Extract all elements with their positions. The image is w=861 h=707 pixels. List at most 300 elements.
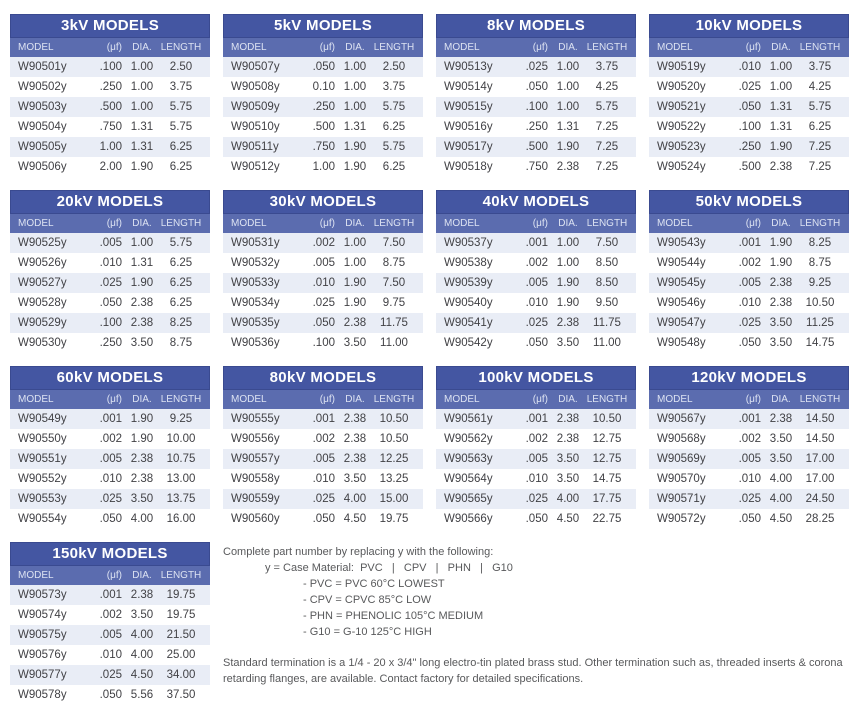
capacitance-uf-cell: .025 bbox=[99, 669, 122, 681]
table-row bbox=[436, 313, 636, 333]
capacitance-uf-cell: .001 bbox=[738, 237, 761, 249]
column-header-uf: (μf) bbox=[532, 394, 548, 405]
model-cell: W90549y bbox=[18, 413, 67, 425]
column-header-dia: DIA. bbox=[771, 394, 791, 405]
capacitance-uf-cell: .001 bbox=[99, 589, 122, 601]
table-column-headers bbox=[223, 38, 423, 57]
column-header-uf: (μf) bbox=[319, 218, 335, 229]
capacitance-uf-cell: .005 bbox=[99, 629, 122, 641]
capacitance-uf-cell: .050 bbox=[312, 317, 335, 329]
table-row bbox=[10, 157, 210, 177]
diameter-cell: 2.38 bbox=[130, 473, 154, 485]
diameter-cell: 1.00 bbox=[556, 257, 580, 269]
column-header-uf: (μf) bbox=[319, 42, 335, 53]
capacitance-uf-cell: .050 bbox=[525, 513, 548, 525]
table-row bbox=[436, 157, 636, 177]
table-row bbox=[10, 333, 210, 353]
length-cell: 15.00 bbox=[379, 493, 409, 505]
termination-note: Standard termination is a 1/4 - 20 x 3/4" long electro-tin plated brass stud. Other termination such as, threaded inserts & corona retarding flanges, are available. Contact factory for detailed specifications. bbox=[223, 657, 843, 685]
length-cell: 5.75 bbox=[169, 101, 193, 113]
diameter-cell: 2.38 bbox=[343, 433, 367, 445]
length-cell: 12.75 bbox=[592, 453, 622, 465]
capacitance-uf-cell: .500 bbox=[99, 101, 122, 113]
capacitance-uf-cell: 1.00 bbox=[99, 141, 122, 153]
capacitance-uf-cell: .025 bbox=[99, 493, 122, 505]
table-title: 100kV MODELS bbox=[436, 366, 636, 390]
length-cell: 8.75 bbox=[382, 257, 406, 269]
length-cell: 11.75 bbox=[593, 317, 621, 329]
capacitance-uf-cell: .010 bbox=[99, 649, 122, 661]
table-row bbox=[649, 57, 849, 77]
length-cell: 11.00 bbox=[380, 337, 408, 349]
diameter-cell: 2.38 bbox=[130, 453, 154, 465]
capacitance-uf-cell: .100 bbox=[312, 337, 335, 349]
capacitance-uf-cell: .050 bbox=[99, 513, 122, 525]
length-cell: 8.75 bbox=[169, 337, 193, 349]
length-cell: 8.50 bbox=[595, 257, 619, 269]
capacitance-uf-cell: 0.10 bbox=[312, 81, 335, 93]
capacitance-uf-cell: .010 bbox=[738, 297, 761, 309]
length-cell: 19.75 bbox=[166, 589, 196, 601]
column-header-model: MODEL bbox=[18, 394, 54, 405]
capacitance-uf-cell: .001 bbox=[738, 413, 761, 425]
model-cell: W90527y bbox=[18, 277, 67, 289]
length-cell: 4.25 bbox=[595, 81, 619, 93]
table-row bbox=[436, 117, 636, 137]
length-cell: 8.25 bbox=[169, 317, 193, 329]
model-cell: W90526y bbox=[18, 257, 67, 269]
model-cell: W90576y bbox=[18, 649, 67, 661]
length-cell: 3.75 bbox=[808, 61, 832, 73]
diameter-cell: 1.00 bbox=[343, 81, 367, 93]
case-material-pvc: - PVC = PVC 60°C LOWEST bbox=[303, 578, 445, 590]
model-cell: W90516y bbox=[444, 121, 493, 133]
diameter-cell: 1.31 bbox=[343, 121, 367, 133]
diameter-cell: 1.00 bbox=[343, 237, 367, 249]
table-row bbox=[649, 97, 849, 117]
diameter-cell: 1.00 bbox=[556, 101, 580, 113]
column-header-uf: (μf) bbox=[106, 218, 122, 229]
model-table bbox=[649, 366, 849, 529]
column-header-length: LENGTH bbox=[160, 570, 202, 581]
table-row bbox=[436, 97, 636, 117]
table-title: 40kV MODELS bbox=[436, 190, 636, 214]
model-table bbox=[10, 366, 210, 529]
diameter-cell: 1.31 bbox=[130, 257, 154, 269]
table-row bbox=[223, 293, 423, 313]
length-cell: 9.25 bbox=[169, 413, 193, 425]
length-cell: 14.75 bbox=[592, 473, 622, 485]
length-cell: 10.50 bbox=[592, 413, 622, 425]
table-row bbox=[649, 157, 849, 177]
table-row bbox=[649, 449, 849, 469]
length-cell: 9.25 bbox=[808, 277, 832, 289]
diameter-cell: 1.90 bbox=[769, 237, 793, 249]
diameter-cell: 3.50 bbox=[130, 609, 154, 621]
capacitance-uf-cell: .002 bbox=[738, 257, 761, 269]
model-cell: W90515y bbox=[444, 101, 493, 113]
table-row bbox=[10, 117, 210, 137]
diameter-cell: 4.50 bbox=[343, 513, 367, 525]
model-cell: W90574y bbox=[18, 609, 67, 621]
diameter-cell: 1.90 bbox=[343, 297, 367, 309]
table-body bbox=[10, 57, 210, 177]
capacitance-uf-cell: .002 bbox=[525, 257, 548, 269]
table-row bbox=[10, 97, 210, 117]
diameter-cell: 1.31 bbox=[769, 121, 793, 133]
model-cell: W90543y bbox=[657, 237, 706, 249]
table-row bbox=[649, 137, 849, 157]
diameter-cell: 1.00 bbox=[556, 61, 580, 73]
model-cell: W90552y bbox=[18, 473, 67, 485]
table-title: 5kV MODELS bbox=[223, 14, 423, 38]
table-body bbox=[649, 233, 849, 353]
capacitance-uf-cell: .100 bbox=[99, 317, 122, 329]
model-cell: W90558y bbox=[231, 473, 280, 485]
table-row bbox=[10, 293, 210, 313]
table-row bbox=[649, 313, 849, 333]
table-row bbox=[223, 97, 423, 117]
column-header-dia: DIA. bbox=[132, 394, 152, 405]
table-row bbox=[649, 293, 849, 313]
model-table bbox=[10, 190, 210, 353]
diameter-cell: 2.38 bbox=[130, 589, 154, 601]
diameter-cell: 1.90 bbox=[769, 257, 793, 269]
column-header-dia: DIA. bbox=[345, 218, 365, 229]
model-table bbox=[223, 14, 423, 177]
table-row bbox=[223, 333, 423, 353]
column-header-model: MODEL bbox=[231, 394, 267, 405]
table-row bbox=[10, 645, 210, 665]
diameter-cell: 1.90 bbox=[130, 277, 154, 289]
length-cell: 16.00 bbox=[166, 513, 196, 525]
diameter-cell: 2.38 bbox=[556, 317, 580, 329]
table-column-headers bbox=[436, 390, 636, 409]
model-cell: W90556y bbox=[231, 433, 280, 445]
model-cell: W90502y bbox=[18, 81, 67, 93]
column-header-uf: (μf) bbox=[745, 394, 761, 405]
table-column-headers bbox=[10, 214, 210, 233]
table-column-headers bbox=[436, 214, 636, 233]
length-cell: 6.25 bbox=[382, 121, 406, 133]
table-row bbox=[649, 253, 849, 273]
length-cell: 7.25 bbox=[595, 161, 619, 173]
table-title: 3kV MODELS bbox=[10, 14, 210, 38]
capacitance-uf-cell: .025 bbox=[738, 493, 761, 505]
diameter-cell: 3.50 bbox=[556, 453, 580, 465]
model-cell: W90522y bbox=[657, 121, 706, 133]
length-cell: 21.50 bbox=[166, 629, 196, 641]
diameter-cell: 3.50 bbox=[130, 493, 154, 505]
capacitance-uf-cell: .050 bbox=[738, 337, 761, 349]
diameter-cell: 1.90 bbox=[343, 141, 367, 153]
length-cell: 7.25 bbox=[595, 121, 619, 133]
capacitance-uf-cell: .005 bbox=[312, 257, 335, 269]
table-row bbox=[223, 77, 423, 97]
length-cell: 4.25 bbox=[808, 81, 832, 93]
model-cell: W90521y bbox=[657, 101, 706, 113]
part-number-instruction: Complete part number by replacing y with the following: bbox=[223, 546, 494, 558]
table-row bbox=[436, 293, 636, 313]
model-cell: W90519y bbox=[657, 61, 706, 73]
length-cell: 10.50 bbox=[805, 297, 835, 309]
model-cell: W90544y bbox=[657, 257, 706, 269]
table-row bbox=[10, 409, 210, 429]
table-row bbox=[649, 233, 849, 253]
capacitance-uf-cell: .750 bbox=[312, 141, 335, 153]
table-title: 30kV MODELS bbox=[223, 190, 423, 214]
diameter-cell: 1.31 bbox=[556, 121, 580, 133]
table-row bbox=[223, 117, 423, 137]
model-cell: W90560y bbox=[231, 513, 280, 525]
diameter-cell: 3.50 bbox=[769, 433, 793, 445]
diameter-cell: 1.90 bbox=[343, 277, 367, 289]
capacitance-uf-cell: .050 bbox=[99, 689, 122, 701]
table-column-headers bbox=[649, 38, 849, 57]
capacitance-uf-cell: .100 bbox=[99, 61, 122, 73]
length-cell: 2.50 bbox=[169, 61, 193, 73]
model-cell: W90571y bbox=[657, 493, 706, 505]
capacitance-uf-cell: .025 bbox=[312, 493, 335, 505]
length-cell: 7.25 bbox=[808, 141, 832, 153]
table-title: 10kV MODELS bbox=[649, 14, 849, 38]
model-cell: W90577y bbox=[18, 669, 67, 681]
capacitance-uf-cell: .025 bbox=[738, 81, 761, 93]
table-row bbox=[436, 449, 636, 469]
model-cell: W90531y bbox=[231, 237, 280, 249]
length-cell: 5.75 bbox=[169, 237, 193, 249]
diameter-cell: 1.90 bbox=[556, 277, 580, 289]
table-column-headers bbox=[649, 390, 849, 409]
length-cell: 11.75 bbox=[380, 317, 408, 329]
model-cell: W90575y bbox=[18, 629, 67, 641]
case-material-options-line: y = Case Material: PVC | CPV | PHN | G10 bbox=[265, 562, 513, 574]
table-column-headers bbox=[649, 214, 849, 233]
model-cell: W90569y bbox=[657, 453, 706, 465]
diameter-cell: 1.00 bbox=[130, 101, 154, 113]
diameter-cell: 2.38 bbox=[769, 297, 793, 309]
column-header-dia: DIA. bbox=[771, 218, 791, 229]
length-cell: 34.00 bbox=[166, 669, 196, 681]
column-header-model: MODEL bbox=[231, 42, 267, 53]
capacitance-uf-cell: .250 bbox=[312, 101, 335, 113]
length-cell: 25.00 bbox=[166, 649, 196, 661]
table-row bbox=[10, 509, 210, 529]
diameter-cell: 1.00 bbox=[556, 81, 580, 93]
column-header-dia: DIA. bbox=[132, 570, 152, 581]
table-row bbox=[436, 57, 636, 77]
table-row bbox=[223, 509, 423, 529]
diameter-cell: 1.90 bbox=[556, 141, 580, 153]
table-row bbox=[223, 489, 423, 509]
length-cell: 6.25 bbox=[169, 257, 193, 269]
table-row bbox=[10, 429, 210, 449]
column-header-dia: DIA. bbox=[558, 42, 578, 53]
length-cell: 5.75 bbox=[808, 101, 832, 113]
table-row bbox=[10, 685, 210, 705]
length-cell: 8.75 bbox=[808, 257, 832, 269]
diameter-cell: 4.00 bbox=[343, 493, 367, 505]
model-cell: W90573y bbox=[18, 589, 67, 601]
case-material-phn: - PHN = PHENOLIC 105°C MEDIUM bbox=[303, 610, 484, 622]
model-cell: W90533y bbox=[231, 277, 280, 289]
diameter-cell: 1.31 bbox=[130, 121, 154, 133]
model-cell: W90504y bbox=[18, 121, 67, 133]
table-row bbox=[10, 665, 210, 685]
table-row bbox=[223, 313, 423, 333]
table-column-headers bbox=[223, 214, 423, 233]
length-cell: 14.50 bbox=[805, 433, 835, 445]
length-cell: 9.75 bbox=[382, 297, 406, 309]
diameter-cell: 2.38 bbox=[343, 453, 367, 465]
table-row bbox=[649, 333, 849, 353]
model-cell: W90554y bbox=[18, 513, 67, 525]
model-table bbox=[436, 14, 636, 177]
length-cell: 5.75 bbox=[382, 141, 406, 153]
table-row bbox=[10, 489, 210, 509]
capacitance-uf-cell: .001 bbox=[99, 413, 122, 425]
length-cell: 12.75 bbox=[592, 433, 622, 445]
model-cell: W90555y bbox=[231, 413, 280, 425]
table-row bbox=[436, 77, 636, 97]
length-cell: 7.50 bbox=[382, 237, 406, 249]
diameter-cell: 1.31 bbox=[769, 101, 793, 113]
diameter-cell: 1.90 bbox=[343, 161, 367, 173]
length-cell: 22.75 bbox=[592, 513, 622, 525]
case-material-cpv: - CPV = CPVC 85°C LOW bbox=[303, 594, 432, 606]
table-row bbox=[10, 273, 210, 293]
capacitance-uf-cell: .750 bbox=[525, 161, 548, 173]
column-header-length: LENGTH bbox=[160, 42, 202, 53]
model-cell: W90537y bbox=[444, 237, 493, 249]
model-cell: W90530y bbox=[18, 337, 67, 349]
capacitance-uf-cell: .010 bbox=[312, 473, 335, 485]
model-cell: W90578y bbox=[18, 689, 67, 701]
model-table bbox=[649, 190, 849, 353]
diameter-cell: 3.50 bbox=[769, 337, 793, 349]
column-header-uf: (μf) bbox=[106, 42, 122, 53]
table-title: 8kV MODELS bbox=[436, 14, 636, 38]
model-cell: W90534y bbox=[231, 297, 280, 309]
length-cell: 37.50 bbox=[166, 689, 196, 701]
column-header-uf: (μf) bbox=[745, 218, 761, 229]
column-header-length: LENGTH bbox=[586, 42, 628, 53]
column-header-dia: DIA. bbox=[771, 42, 791, 53]
diameter-cell: 4.00 bbox=[130, 649, 154, 661]
capacitance-uf-cell: .500 bbox=[525, 141, 548, 153]
model-cell: W90538y bbox=[444, 257, 493, 269]
table-column-headers bbox=[10, 38, 210, 57]
diameter-cell: 1.90 bbox=[130, 161, 154, 173]
capacitance-uf-cell: .010 bbox=[525, 473, 548, 485]
model-cell: W90501y bbox=[18, 61, 67, 73]
table-row bbox=[223, 157, 423, 177]
table-row bbox=[10, 449, 210, 469]
table-body bbox=[436, 233, 636, 353]
table-body bbox=[223, 409, 423, 529]
diameter-cell: 1.00 bbox=[130, 81, 154, 93]
diameter-cell: 1.00 bbox=[343, 101, 367, 113]
table-body bbox=[223, 57, 423, 177]
table-row bbox=[649, 117, 849, 137]
table-row bbox=[436, 469, 636, 489]
capacitance-uf-cell: .250 bbox=[99, 81, 122, 93]
column-header-model: MODEL bbox=[657, 218, 693, 229]
model-cell: W90553y bbox=[18, 493, 67, 505]
length-cell: 13.75 bbox=[166, 493, 196, 505]
column-header-model: MODEL bbox=[18, 570, 54, 581]
column-header-model: MODEL bbox=[18, 42, 54, 53]
column-header-dia: DIA. bbox=[345, 394, 365, 405]
model-cell: W90514y bbox=[444, 81, 493, 93]
length-cell: 28.25 bbox=[805, 513, 835, 525]
table-row bbox=[436, 429, 636, 449]
model-cell: W90562y bbox=[444, 433, 493, 445]
model-cell: W90550y bbox=[18, 433, 67, 445]
model-cell: W90548y bbox=[657, 337, 706, 349]
capacitance-uf-cell: .050 bbox=[99, 297, 122, 309]
table-title: 20kV MODELS bbox=[10, 190, 210, 214]
table-column-headers bbox=[10, 566, 210, 585]
column-header-dia: DIA. bbox=[558, 218, 578, 229]
table-row bbox=[10, 137, 210, 157]
model-cell: W90541y bbox=[444, 317, 493, 329]
length-cell: 24.50 bbox=[805, 493, 835, 505]
model-table bbox=[223, 366, 423, 529]
diameter-cell: 4.00 bbox=[769, 493, 793, 505]
model-cell: W90506y bbox=[18, 161, 67, 173]
model-cell: W90566y bbox=[444, 513, 493, 525]
model-cell: W90539y bbox=[444, 277, 493, 289]
table-row bbox=[10, 313, 210, 333]
model-cell: W90557y bbox=[231, 453, 280, 465]
column-header-model: MODEL bbox=[444, 218, 480, 229]
table-body bbox=[436, 57, 636, 177]
diameter-cell: 1.90 bbox=[556, 297, 580, 309]
column-header-uf: (μf) bbox=[745, 42, 761, 53]
length-cell: 11.00 bbox=[593, 337, 621, 349]
length-cell: 7.25 bbox=[595, 141, 619, 153]
column-header-model: MODEL bbox=[657, 42, 693, 53]
model-cell: W90510y bbox=[231, 121, 280, 133]
table-row bbox=[436, 489, 636, 509]
capacitance-uf-cell: .001 bbox=[525, 413, 548, 425]
table-row bbox=[10, 605, 210, 625]
length-cell: 10.00 bbox=[166, 433, 196, 445]
model-cell: W90551y bbox=[18, 453, 67, 465]
column-header-length: LENGTH bbox=[799, 394, 841, 405]
table-row bbox=[649, 469, 849, 489]
table-title: 50kV MODELS bbox=[649, 190, 849, 214]
length-cell: 6.25 bbox=[169, 161, 193, 173]
diameter-cell: 1.90 bbox=[769, 141, 793, 153]
diameter-cell: 3.50 bbox=[343, 473, 367, 485]
capacitance-uf-cell: .025 bbox=[312, 297, 335, 309]
diameter-cell: 3.50 bbox=[343, 337, 367, 349]
capacitance-uf-cell: .025 bbox=[525, 317, 548, 329]
model-cell: W90532y bbox=[231, 257, 280, 269]
model-cell: W90520y bbox=[657, 81, 706, 93]
column-header-uf: (μf) bbox=[106, 394, 122, 405]
table-column-headers bbox=[10, 390, 210, 409]
table-row bbox=[649, 409, 849, 429]
diameter-cell: 1.31 bbox=[130, 141, 154, 153]
ordering-notes bbox=[223, 542, 849, 705]
column-header-model: MODEL bbox=[444, 394, 480, 405]
capacitance-uf-cell: .005 bbox=[738, 277, 761, 289]
length-cell: 6.25 bbox=[382, 161, 406, 173]
length-cell: 6.25 bbox=[169, 141, 193, 153]
